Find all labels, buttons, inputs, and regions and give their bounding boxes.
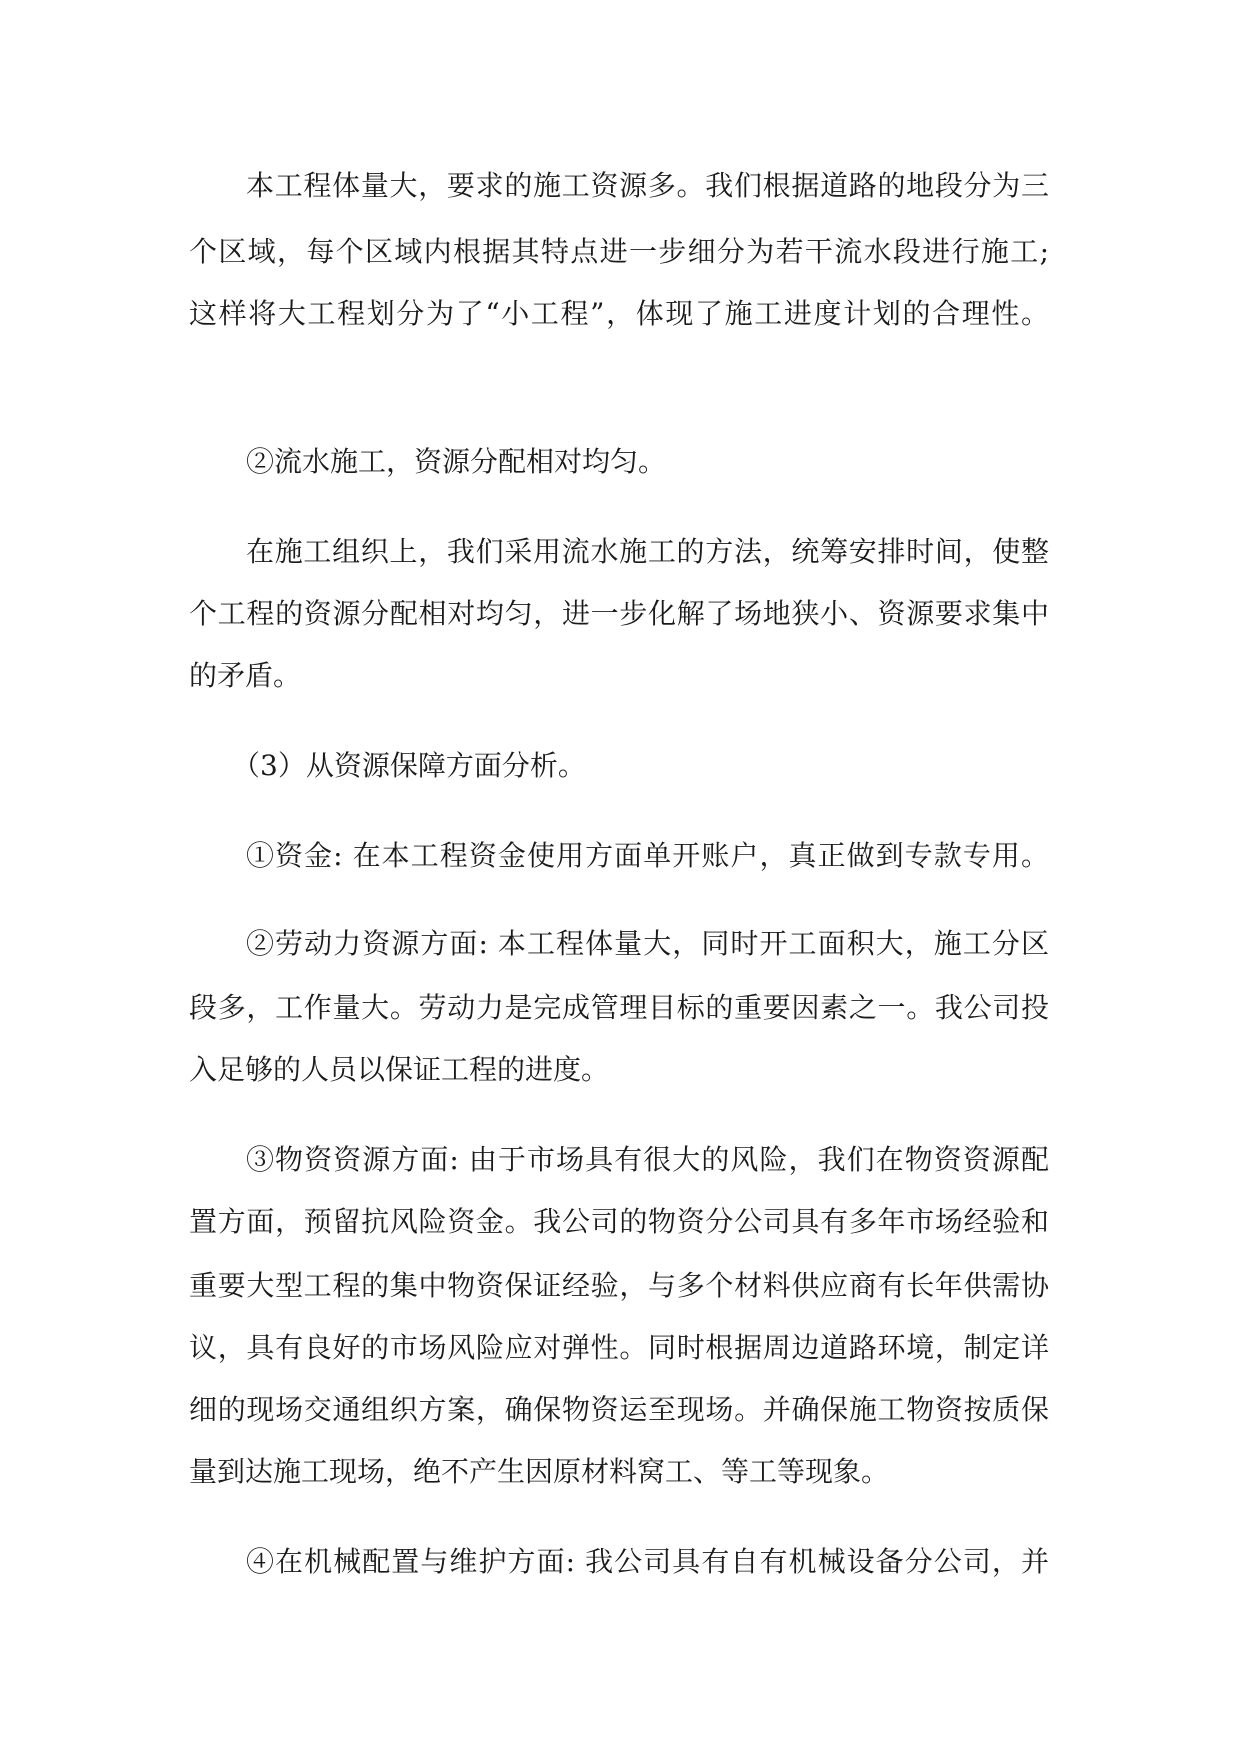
paragraph-line: 段多，工作量大。劳动力是完成管理目标的重要因素之一。我公司投 xyxy=(189,991,1049,1024)
paragraph-line: 置方面，预留抗风险资金。我公司的物资分公司具有多年市场经验和 xyxy=(189,1205,1049,1238)
paragraph-line: ②劳动力资源方面: 本工程体量大，同时开工面积大，施工分区 xyxy=(246,927,1049,960)
paragraph-line: 细的现场交通组织方案，确保物资运至现场。并确保施工物资按质保 xyxy=(189,1393,1049,1426)
paragraph-line: 在施工组织上，我们采用流水施工的方法，统筹安排时间，使整 xyxy=(246,535,1049,568)
paragraph-line: 本工程体量大，要求的施工资源多。我们根据道路的地段分为三 xyxy=(246,169,1049,202)
paragraph-line: ③物资资源方面: 由于市场具有很大的风险，我们在物资资源配 xyxy=(246,1143,1049,1176)
paragraph-line: 重要大型工程的集中物资保证经验，与多个材料供应商有长年供需协 xyxy=(189,1269,1049,1302)
paragraph-line: ②流水施工，资源分配相对均匀。 xyxy=(246,445,667,478)
paragraph-line: 的矛盾。 xyxy=(189,659,302,692)
paragraph-line: 入足够的人员以保证工程的进度。 xyxy=(189,1053,610,1086)
paragraph-line: 个区域，每个区域内根据其特点进一步细分为若干流水段进行施工; xyxy=(189,235,1049,268)
paragraph-line: 议，具有良好的市场风险应对弹性。同时根据周边道路环境，制定详 xyxy=(189,1331,1049,1364)
paragraph-line: 量到达施工现场，绝不产生因原材料窝工、等工等现象。 xyxy=(189,1455,890,1488)
paragraph-line: ④在机械配置与维护方面: 我公司具有自有机械设备分公司，并 xyxy=(246,1545,1049,1578)
paragraph-line: ①资金: 在本工程资金使用方面单开账户，真正做到专款专用。 xyxy=(246,839,1049,872)
paragraph-line: 个工程的资源分配相对均匀，进一步化解了场地狭小、资源要求集中 xyxy=(189,597,1049,630)
section-heading: （3）从资源保障方面分析。 xyxy=(232,749,586,782)
paragraph-line: 这样将大工程划分为了“小工程”，体现了施工进度计划的合理性。 xyxy=(189,297,1049,330)
